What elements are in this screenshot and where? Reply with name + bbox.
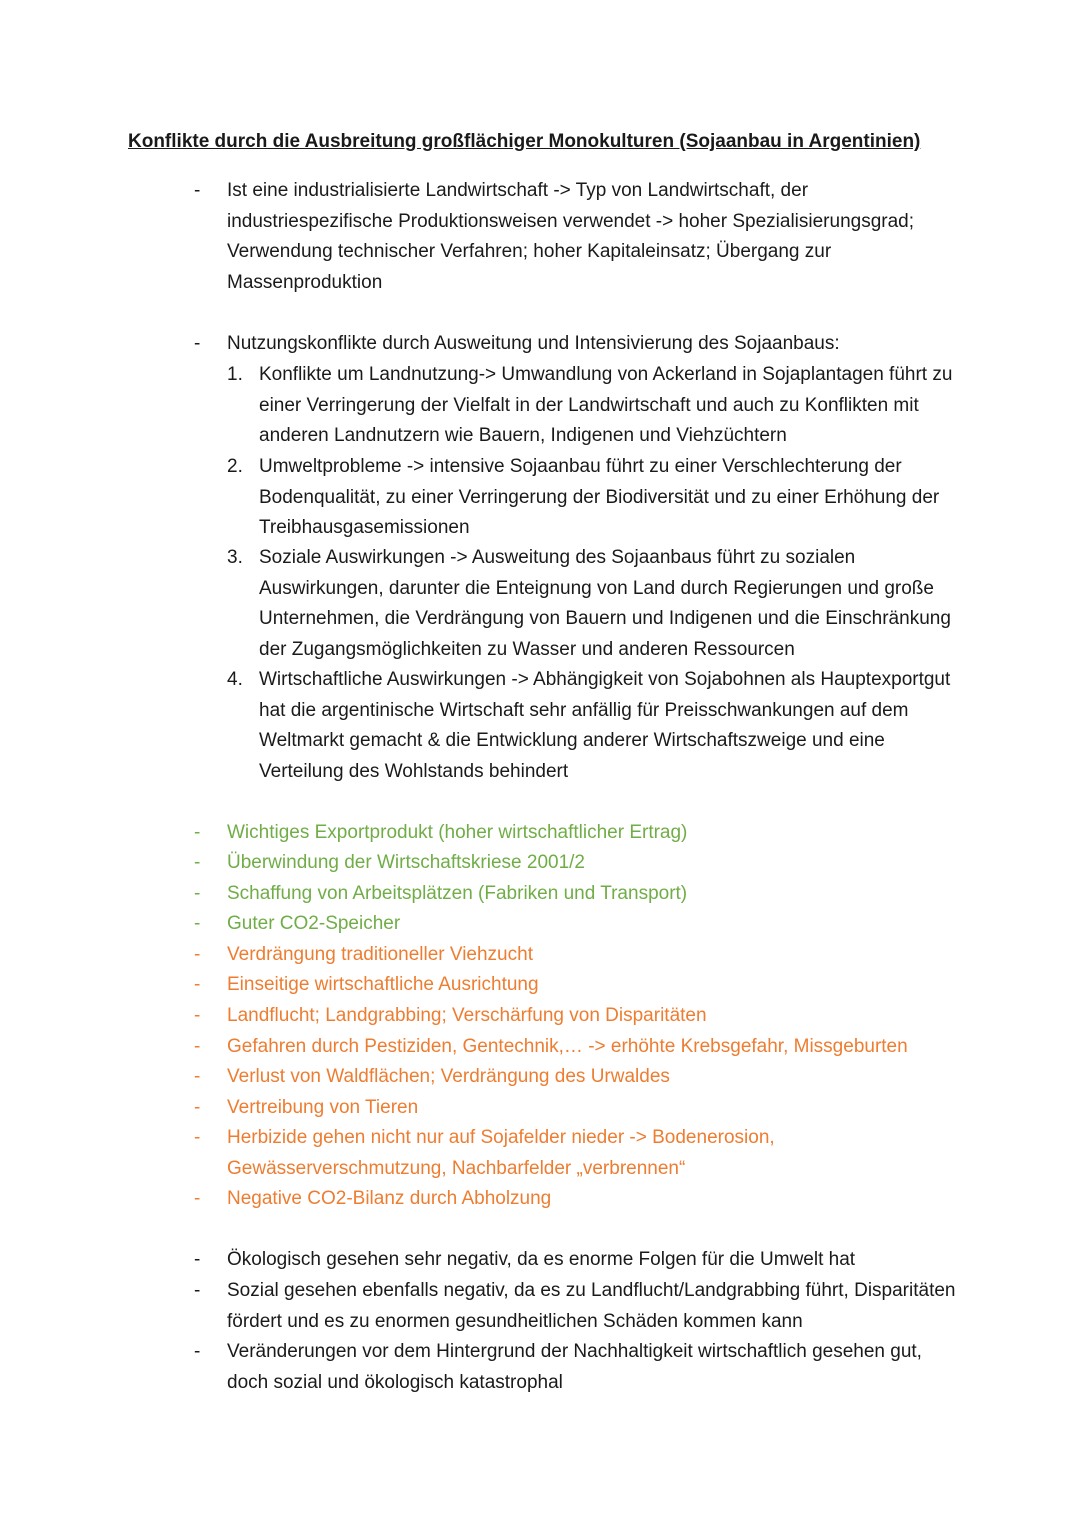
conclusion-text: Ökologisch gesehen sehr negativ, da es enorme Folgen für die Umwelt hat (227, 1249, 856, 1270)
bullet-dash: - (194, 1188, 201, 1209)
conflict-text: Konflikte um Landnutzung-> Umwandlung von Ackerland in Sojaplantagen führt zu einer Verringerung der Vielfalt in der Landwirtschaft und auch zu Konflikten mit anderen Landnutzern wie Bauern, Indigenen und Viehzüchtern (259, 364, 953, 446)
pro-text: Schaffung von Arbeitsplätzen (Fabriken und Transport) (227, 883, 688, 904)
bullet-dash: - (194, 852, 201, 873)
conflict-text: Umweltprobleme -> intensive Sojaanbau führt zu einer Verschlechterung der Bodenqualität, zu einer Verringerung der Biodiversität und zu einer Erhöhung der Treibhausgasemissionen (259, 456, 940, 538)
bullet-dash: - (194, 333, 201, 354)
page-title: Konflikte durch die Ausbreitung großflächiger Monokulturen (Sojaanbau in Argentinien) (128, 131, 921, 152)
bullet-dash: - (194, 1127, 201, 1148)
bullet-dash: - (194, 1341, 201, 1362)
intro-text: Ist eine industrialisierte Landwirtschaft -> Typ von Landwirtschaft, der industriespezifische Produktionsweisen verwendet -> hoher Spezialisierungsgrad; Verwendung technischer Verfahren; hoher Kapitaleinsatz; Übergang zur Massenproduktion (227, 180, 915, 293)
conflict-number: 4. (227, 669, 243, 690)
con-text: Gefahren durch Pestiziden, Gentechnik,… -> erhöhte Krebsgefahr, Missgeburten (227, 1036, 908, 1057)
bullet-dash: - (194, 883, 201, 904)
con-text: Verdrängung traditioneller Viehzucht (227, 944, 533, 965)
con-text: Einseitige wirtschaftliche Ausrichtung (227, 974, 539, 995)
bullet-dash: - (194, 1280, 201, 1301)
bullet-dash: - (194, 913, 201, 934)
conflict-number: 3. (227, 547, 243, 568)
intro-text: Nutzungskonflikte durch Ausweitung und Intensivierung des Sojaanbaus: (227, 333, 840, 354)
conflict-number: 1. (227, 364, 243, 385)
pro-text: Guter CO2-Speicher (227, 913, 401, 934)
bullet-dash: - (194, 1097, 201, 1118)
con-text: Landflucht; Landgrabbing; Verschärfung von Disparitäten (227, 1005, 707, 1026)
con-text: Verlust von Waldflächen; Verdrängung des Urwaldes (227, 1066, 670, 1087)
bullet-dash: - (194, 822, 201, 843)
pro-text: Wichtiges Exportprodukt (hoher wirtschaftlicher Ertrag) (227, 822, 688, 843)
bullet-dash: - (194, 944, 201, 965)
conflict-number: 2. (227, 456, 243, 477)
conflict-text: Soziale Auswirkungen -> Ausweitung des Sojaanbaus führt zu sozialen Auswirkungen, darunter die Enteignung von Land durch Regierungen und große Unternehmen, die Verdrängung von Bauern und Indigenen und die Einschränkung der Zugangsmöglichkeiten zu Wasser und anderen Ressourcen (259, 547, 951, 660)
bullet-dash: - (194, 974, 201, 995)
con-text: Vertreibung von Tieren (227, 1097, 419, 1118)
conflict-text: Wirtschaftliche Auswirkungen -> Abhängigkeit von Sojabohnen als Hauptexportgut hat die argentinische Wirtschaft sehr anfällig für Preisschwankungen auf dem Weltmarkt gemacht & die Entwicklung anderer Wirtschaftszweige und eine Verteilung des Wohlstands behindert (259, 669, 951, 782)
pro-text: Überwindung der Wirtschaftskriese 2001/2 (227, 852, 586, 873)
bullet-dash: - (194, 1005, 201, 1026)
bullet-dash: - (194, 1249, 201, 1270)
conclusion-text: Veränderungen vor dem Hintergrund der Nachhaltigkeit wirtschaftlich gesehen gut, doch sozial und ökologisch katastrophal (227, 1341, 922, 1393)
bullet-dash: - (194, 1066, 201, 1087)
bullet-dash: - (194, 180, 201, 201)
conclusion-text: Sozial gesehen ebenfalls negativ, da es zu Landflucht/Landgrabbing führt, Disparitäten fördert und es zu enormen gesundheitlichen Schäden kommen kann (227, 1280, 956, 1332)
bullet-dash: - (194, 1036, 201, 1057)
con-text: Negative CO2-Bilanz durch Abholzung (227, 1188, 552, 1209)
con-text: Herbizide gehen nicht nur auf Sojafelder nieder -> Bodenerosion, Gewässerverschmutzung, Nachbarfelder „verbrennen“ (227, 1127, 775, 1179)
